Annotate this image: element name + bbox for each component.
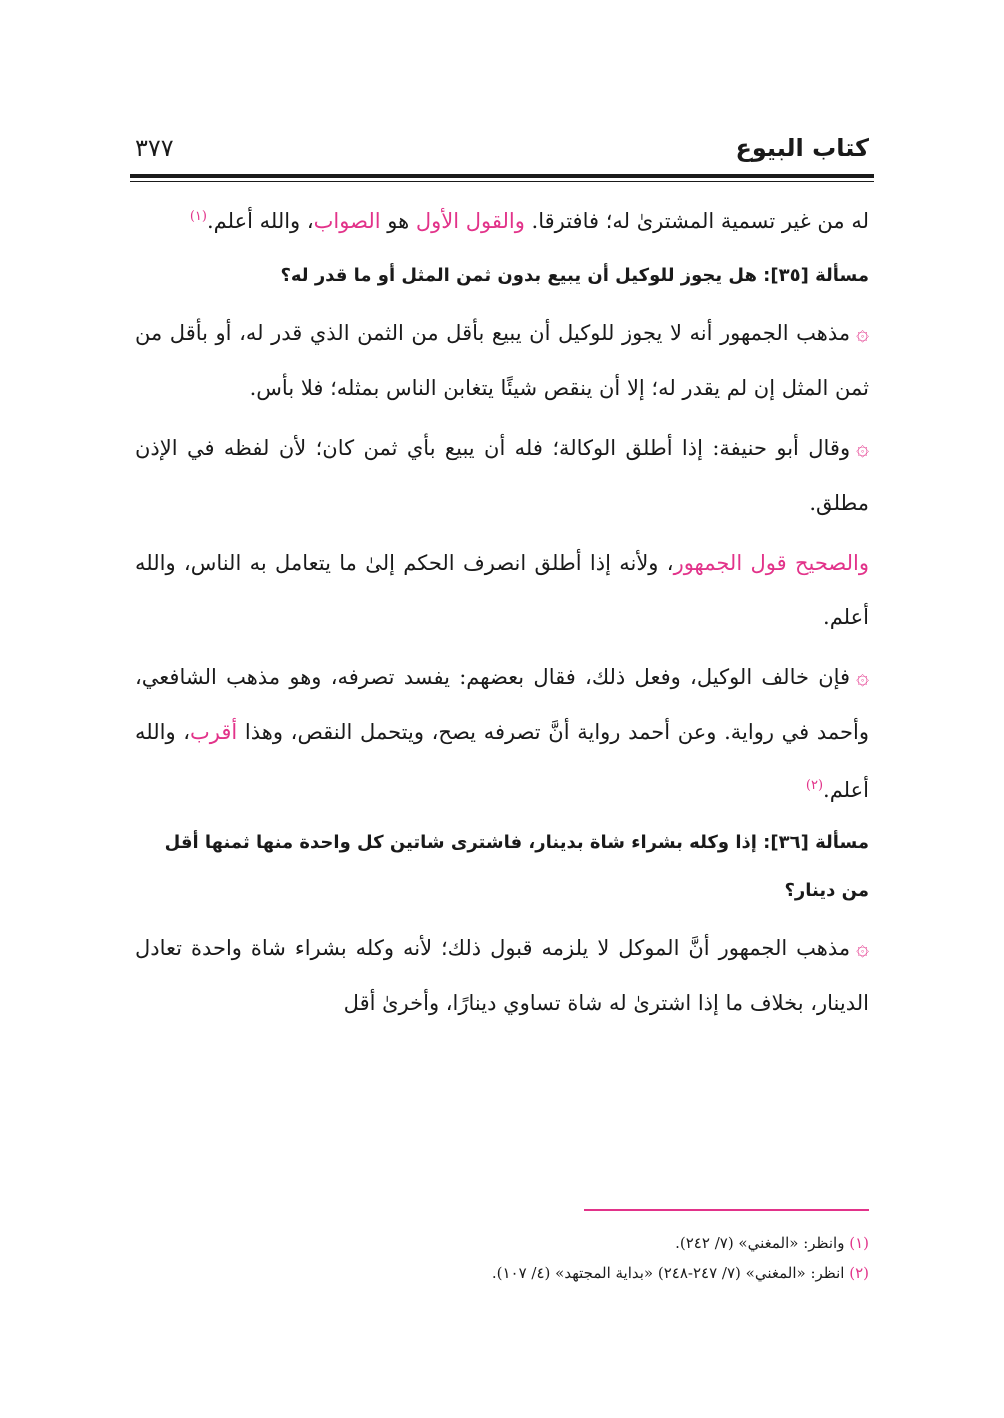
text-span: مذهب الجمهور أنَّ الموكل لا يلزمه قبول ذلك؛ لأنه وكله بشراء شاة واحدة تعادل الدينار، بخلاف ما إذا اشترىٰ له شاة تساوي دينارًا، وأخرىٰ أقل — [135, 936, 869, 1015]
header-rule-thin — [130, 181, 874, 182]
main-text — [135, 190, 869, 1030]
text-span: ، والله أعلم. — [135, 720, 869, 802]
highlight-text: والقول الأول — [415, 209, 525, 233]
page-number: ٣٧٧ — [135, 134, 174, 162]
footnotes — [135, 1228, 869, 1288]
paragraph-correct-view — [135, 536, 869, 644]
header-rule-thick — [130, 174, 874, 178]
flower-ornament-icon: ۞ — [856, 936, 869, 961]
text-span: له من غير تسمية المشترىٰ له؛ فافترقا. — [524, 209, 869, 233]
paragraph-continuation — [135, 190, 869, 248]
flower-ornament-icon: ۞ — [856, 321, 869, 346]
paragraph-agent-violation — [135, 650, 869, 817]
footnote-text: انظر: «المغني» (٧/ ٢٤٧-٢٤٨) «بداية المجتهد» (٤/ ١٠٧). — [491, 1264, 850, 1282]
book-title: كتاب البيوع — [735, 134, 869, 162]
footnote-number: (٢) — [849, 1264, 869, 1282]
footnote-rule — [584, 1209, 869, 1211]
paragraph-majority-view — [135, 306, 869, 415]
highlight-text: أقرب — [190, 720, 238, 744]
footnote-ref: (٢) — [805, 778, 824, 793]
paragraph-two-sheep — [135, 921, 869, 1030]
highlight-text: الصواب — [313, 209, 381, 233]
footnote-item — [135, 1228, 869, 1258]
highlight-text: والصحيح قول الجمهور — [673, 551, 869, 575]
text-span: فإن خالف الوكيل، وفعل ذلك، فقال بعضهم: يفسد تصرفه، وهو مذهب الشافعي، وأحمد في رواية. وعن أحمد رواية أنَّ تصرفه يصح، ويتحمل النقص، وهذا — [135, 665, 869, 744]
footnote-ref: (١) — [189, 209, 207, 224]
page-header — [135, 128, 869, 168]
text-span: ، ولأنه إذا أطلق انصرف الحكم إلىٰ ما يتعامل به الناس، والله أعلم. — [135, 551, 869, 629]
paragraph-abu-hanifa — [135, 421, 869, 530]
flower-ornament-icon: ۞ — [856, 436, 869, 461]
flower-ornament-icon: ۞ — [856, 665, 869, 690]
text-span: مذهب الجمهور أنه لا يجوز للوكيل أن يبيع بأقل من الثمن الذي قدر له، أو بأقل من ثمن المثل إن لم يقدر له؛ إلا أن ينقص شيئًا يتغابن الناس بمثله؛ فلا بأس. — [135, 321, 869, 400]
footnote-text: وانظر: «المغني» (٧/ ٢٤٢). — [675, 1234, 850, 1252]
text-span: ، والله أعلم. — [206, 209, 314, 233]
text-span: هو — [380, 209, 416, 233]
footnote-item — [135, 1258, 869, 1288]
footnote-number: (١) — [849, 1234, 869, 1252]
text-span: وقال أبو حنيفة: إذا أطلق الوكالة؛ فله أن يبيع بأي ثمن كان؛ لأن لفظه في الإذن مطلق. — [135, 436, 869, 515]
question-heading-36: مسألة [٣٦]: إذا وكله بشراء شاة بدينار، فاشترى شاتين كل واحدة منها ثمنها أقل من دينار؟ — [164, 832, 869, 901]
question-heading-35: مسألة [٣٥]: هل يجوز للوكيل أن يبيع بدون ثمن المثل أو ما قدر له؟ — [280, 265, 869, 286]
